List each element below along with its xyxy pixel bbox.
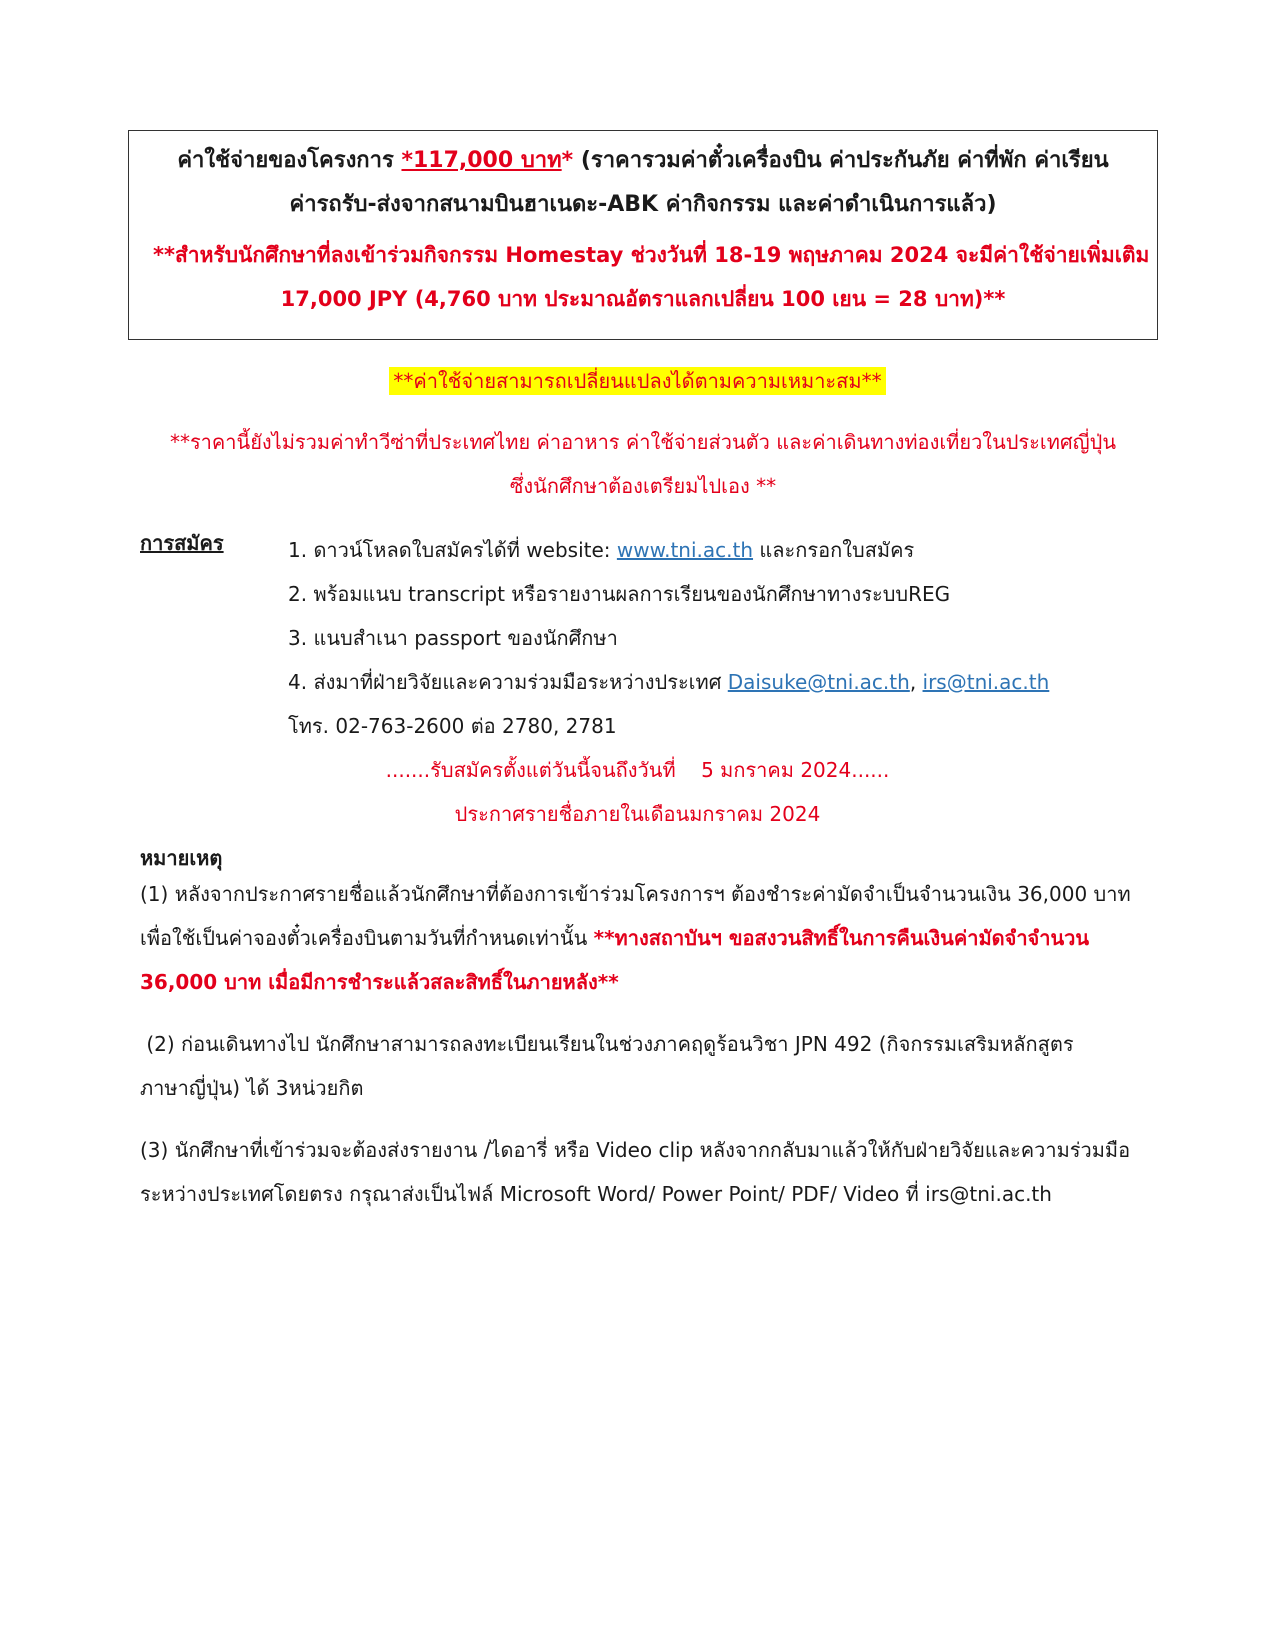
homestay-note-line-1: **สำหรับนักศึกษาที่ลงเข้าร่วมกิจกรรม Homestay ช่วงวันที่ 18-19 พฤษภาคม 2024 จะมีค่าใช้จ่ายเพิ่มเติม [153, 243, 1150, 267]
note-3-line-1: (3) นักศึกษาที่เข้าร่วมจะต้องส่งรายงาน /ไดอารี่ หรือ Video clip หลังจากกลับมาแล้วให้กับฝ่ายวิจัยและความร่วมมือ [140, 1138, 1131, 1162]
daisuke-email-link[interactable]: Daisuke@tni.ac.th [727, 670, 910, 694]
price-star: * [561, 148, 574, 173]
application-step-1 [288, 528, 1148, 572]
note-2 [140, 1022, 1150, 1110]
refund-policy-warning: **ทางสถาบันฯ ขอสงวนสิทธิ์ในการคืนเงินค่ามัดจำจำนวน [593, 926, 1090, 950]
cost-included-items: (ราคารวมค่าตั๋วเครื่องบิน ค่าประกันภัย ค่าที่พัก ค่าเรียน [573, 148, 1109, 173]
note-1-line-3: 36,000 บาท เมื่อมีการชำระแล้วสละสิทธิ์ในภายหลัง** [140, 970, 619, 994]
price-exclusions [128, 420, 1158, 508]
application-deadline: .......รับสมัครตั้งแต่วันนี้จนถึงวันที่ 5 มกราคม 2024...... [385, 758, 890, 782]
cost-line-1 [153, 139, 1133, 183]
program-price: *117,000 บาท [401, 148, 562, 173]
step-1-text: 1. ดาวน์โหลดใบสมัครได้ที่ website: [288, 538, 617, 562]
website-link[interactable]: www.tni.ac.th [616, 538, 754, 562]
application-deadline-block [0, 748, 1275, 836]
exclusions-line-2: ซึ่งนักศึกษาต้องเตรียมไปเอง ** [509, 474, 777, 498]
note-1-line-1: (1) หลังจากประกาศรายชื่อแล้วนักศึกษาที่ต้องการเข้าร่วมโครงการฯ ต้องชำระค่ามัดจำเป็นจำนวนเงิน 36,000 บาท [140, 882, 1131, 906]
cost-change-note-row [0, 363, 1275, 399]
note-3 [140, 1128, 1150, 1216]
irs-email-link[interactable]: irs@tni.ac.th [922, 670, 1050, 694]
cost-summary-box [128, 130, 1158, 340]
note-2-line-2: ภาษาญี่ปุ่น) ได้ 3หน่วยกิต [140, 1076, 364, 1100]
cost-label: ค่าใช้จ่ายของโครงการ [177, 148, 402, 173]
application-heading: การสมัคร [140, 531, 224, 555]
notes-heading: หมายเหตุ [140, 846, 223, 870]
note-3-line-2: ระหว่างประเทศโดยตรง กรุณาส่งเป็นไฟล์ Microsoft Word/ Power Point/ PDF/ Video ที่ irs@tni.ac.th [140, 1182, 1052, 1206]
application-step-2: 2. พร้อมแนบ transcript หรือรายงานผลการเรียนของนักศึกษาทางระบบREG [288, 582, 951, 606]
application-step-4 [288, 660, 1148, 704]
cost-line-2: ค่ารถรับ-ส่งจากสนามบินฮาเนดะ-ABK ค่ากิจกรรม และค่าดำเนินการแล้ว) [289, 192, 997, 217]
step-1-suffix: และกรอกใบสมัคร [753, 538, 915, 562]
cost-change-note: **ค่าใช้จ่ายสามารถเปลี่ยนแปลงได้ตามความเหมาะสม** [389, 367, 885, 395]
application-steps [288, 528, 1148, 748]
step-4-text: 4. ส่งมาที่ฝ่ายวิจัยและความร่วมมือระหว่างประเทศ [288, 670, 728, 694]
announcement-date: ประกาศรายชื่อภายในเดือนมกราคม 2024 [454, 802, 821, 826]
note-1-line-2 [140, 916, 1150, 960]
homestay-note-line-2: 17,000 JPY (4,760 บาท ประมาณอัตราแลกเปลี่ยน 100 เยน = 28 บาท)** [280, 287, 1006, 311]
email-separator: , [909, 670, 923, 694]
note-1 [140, 872, 1150, 1004]
contact-phone: โทร. 02-763-2600 ต่อ 2780, 2781 [288, 714, 617, 738]
note-2-line-1: (2) ก่อนเดินทางไป นักศึกษาสามารถลงทะเบียนเรียนในช่วงภาคฤดูร้อนวิชา JPN 492 (กิจกรรมเสริมหลักสูตร [140, 1032, 1074, 1056]
application-step-3: 3. แนบสำเนา passport ของนักศึกษา [288, 626, 618, 650]
note-1-line-2-text: เพื่อใช้เป็นค่าจองตั๋วเครื่องบินตามวันที่กำหนดเท่านั้น [140, 926, 594, 950]
exclusions-line-1: **ราคานี้ยังไม่รวมค่าทำวีซ่าที่ประเทศไทย ค่าอาหาร ค่าใช้จ่ายส่วนตัว และค่าเดินทางท่องเที่ยวในประเทศญี่ปุ่น [169, 430, 1117, 454]
